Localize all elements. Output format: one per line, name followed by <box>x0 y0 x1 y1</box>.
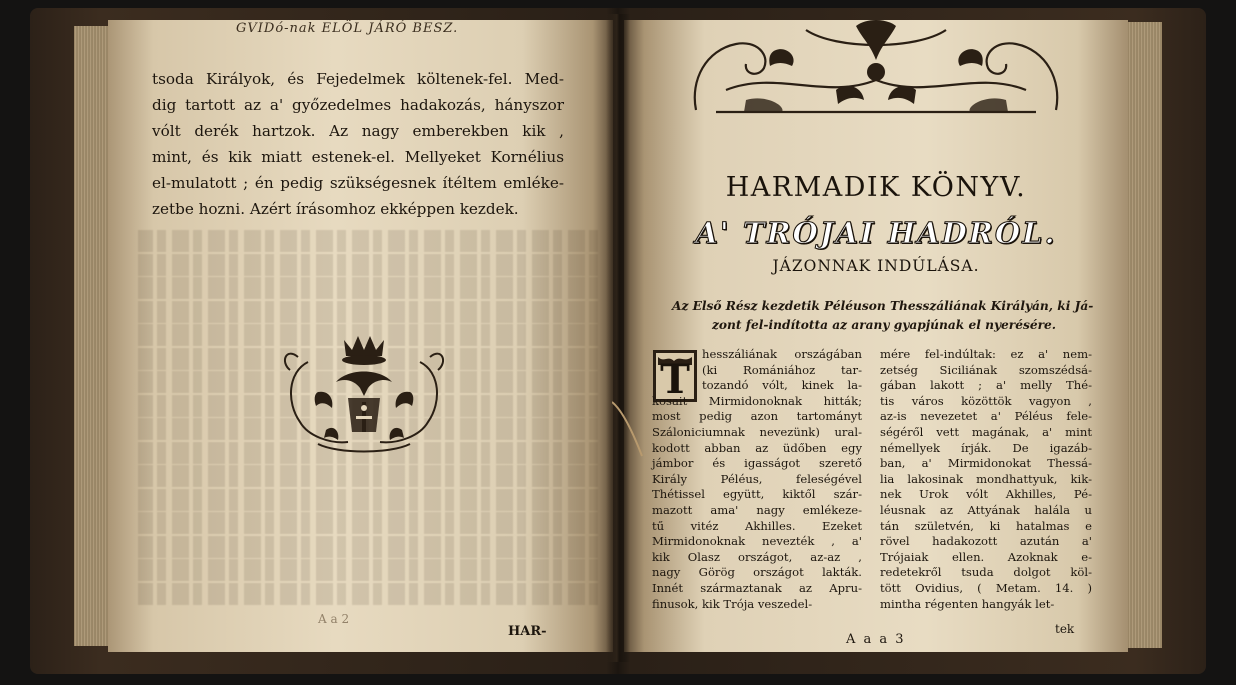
chapter-summary <box>672 297 1092 335</box>
text-line: most pedig azon tartományt <box>652 409 862 424</box>
summary-line: zont fel-indította az arany gyapjúnak el nyerésére. <box>712 318 1056 332</box>
text-line: kodott abban az üdőben egy <box>652 440 862 455</box>
text-line: némellyek írják. De igazáb- <box>880 440 1092 455</box>
part-title: A' TRÓJAI HADRÓL. <box>695 216 1057 250</box>
book-title: HARMADIK KÖNYV. <box>725 172 1027 203</box>
text-line: kik Olasz országot, az-az , <box>652 549 862 564</box>
text-line: ban, a' Mirmidonokat Thessá- <box>880 456 1092 471</box>
text-line: mére fel-indúltak: ez a' nem- <box>880 347 1092 361</box>
text-line: nagy Görög országot lakták. <box>652 565 862 580</box>
text-line: Innét származtanak az Apru- <box>652 580 862 595</box>
crown-vignette-ornament <box>278 332 450 456</box>
text-line: ségéről vett magának, a' mint <box>880 424 1092 439</box>
text-column-right <box>880 347 1092 612</box>
signature-mark: A a 2 <box>318 612 350 626</box>
text-line: Trójaiak ellen. Azoknak e- <box>880 549 1092 564</box>
text-line: finusok, kik Trója veszedel- <box>652 596 813 611</box>
text-line: (ki Romániához tar- <box>702 362 862 377</box>
rococo-headpiece-ornament <box>686 20 1066 120</box>
text-line: el-mulatott ; én pedig szükségesnek ítéltem emléke- <box>152 174 564 192</box>
text-line: mazott ama' nagy emlékeze- <box>652 502 862 517</box>
page-edges-left <box>74 26 110 646</box>
chapter-title: JÁZONNAK INDÚLÁSA. <box>772 257 980 275</box>
running-head: GVIDó-nak ELÖL JÁRÓ BESZ. <box>236 21 459 36</box>
page-edges-right <box>1128 22 1162 648</box>
text-line: tozandó vólt, kinek la- <box>702 378 862 393</box>
initial-letter-glyph: T <box>660 356 690 403</box>
summary-line: Az Első Rész kezdetik Péléuson Thesszáliának Királyán, ki Já- <box>672 299 1094 313</box>
text-line: rövel hadakozott azután a' <box>880 534 1092 549</box>
text-line: Király Péléus, feleségével <box>652 471 862 486</box>
thread-bookmark <box>612 400 652 460</box>
text-line: tis város közöttök vagyon , <box>880 393 1092 408</box>
text-line: zetbe hozni. Azért írásomhoz ekképpen kezdek. <box>152 200 519 218</box>
text-line: nek Urok vólt Akhilles, Pé- <box>880 487 1092 502</box>
catchword: HAR- <box>508 624 547 639</box>
text-line: tű vitéz Akhilles. Ezeket <box>652 518 862 533</box>
text-line: léusnak az Attyának halála u <box>880 502 1092 517</box>
left-body-text <box>152 66 564 222</box>
text-line: hesszáliának országában <box>702 347 862 361</box>
text-line: dig tartott az a' győzedelmes hadakozás, hányszor <box>152 96 564 114</box>
text-line: Mirmidonoknak nevezték , a' <box>652 534 862 549</box>
text-line: tött Ovidius, ( Metam. 14. ) <box>880 580 1092 595</box>
book-gutter <box>606 14 630 662</box>
text-line: tán születvén, ki hatalmas e <box>880 518 1092 533</box>
text-line: tsoda Királyok, és Fejedelmek költenek-fel. Med- <box>152 70 564 88</box>
left-page <box>108 20 613 652</box>
text-line: vólt derék hartzok. Az nagy emberekben kik , <box>152 122 564 140</box>
signature-mark: A a a 3 <box>846 632 906 647</box>
text-line: kosait Mirmidonoknak hitták; <box>652 393 862 408</box>
text-line: zetség Siciliának szomszédsá- <box>880 362 1092 377</box>
text-line: Száloniciumnak nevezünk) ural- <box>652 424 862 439</box>
text-line: az-is nevezetet a' Péléus fele- <box>880 409 1092 424</box>
text-line: mint, és kik miatt estenek-el. Mellyeket Kornélius <box>152 148 564 166</box>
right-page <box>624 20 1128 652</box>
text-line: lia lakosinak mondhattyuk, kik- <box>880 471 1092 486</box>
text-line: redetekről tsuda dolgot köl- <box>880 565 1092 580</box>
catchword: tek <box>1055 622 1075 636</box>
text-line: jámbor és igasságot szerető <box>652 456 862 471</box>
text-line: mintha régenten hangyák let- <box>880 596 1055 611</box>
text-line: Thétissel együtt, kiktől szár- <box>652 487 862 502</box>
text-column-left <box>652 347 862 612</box>
text-line: gában lakott ; a' melly Thé- <box>880 378 1092 393</box>
